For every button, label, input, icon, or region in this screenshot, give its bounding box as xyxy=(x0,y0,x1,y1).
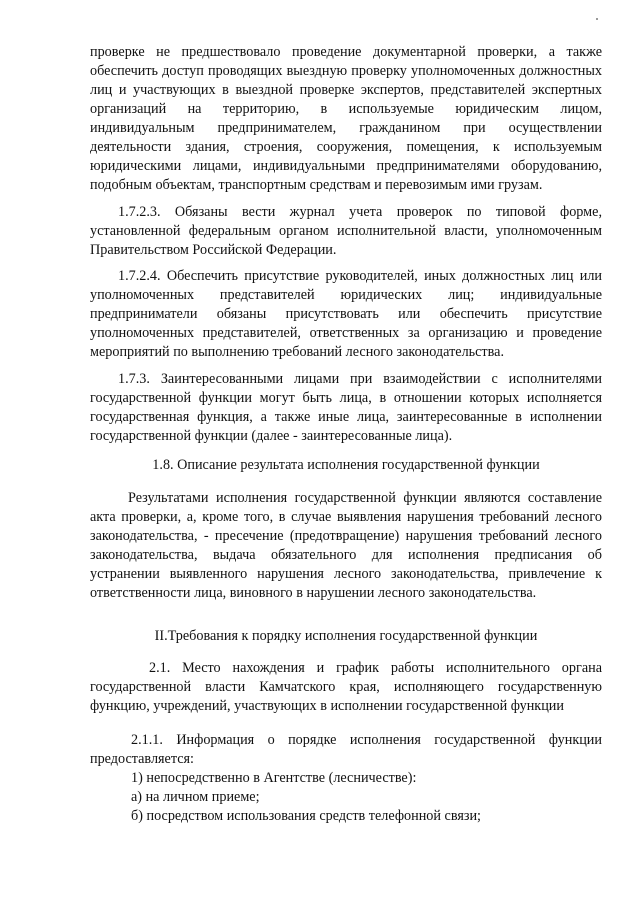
paragraph-1-7-3: 1.7.3. Заинтересованными лицами при взаимодействии с исполнителями государственной функции могут быть лица, в отношении которых исполняется государственная функция, а также иные лица, заинтересованные в исполнении государственной функции (далее - заинтересованные лица). xyxy=(90,371,602,444)
paragraph-2-1: 2.1. Место нахождения и график работы исполнительного органа государственной власти Камчатского края, исполняющего государственную функцию, учреждений, участвующих в исполнении государственной функции xyxy=(90,660,602,714)
chapter-heading-II: II.Требования к порядку исполнения государственной функции xyxy=(154,628,538,644)
paragraph-1-7-2-3: 1.7.2.3. Обязаны вести журнал учета проверок по типовой форме, установленной федеральным органом исполнительной власти, уполномоченным Правительством Российской Федерации. xyxy=(90,204,602,258)
list-item-a: а) на личном приеме; xyxy=(131,789,260,805)
paragraph-2-1-1: 2.1.1. Информация о порядке исполнения государственной функции предоставляется: xyxy=(90,732,602,767)
paragraph-1-7-2-4: 1.7.2.4. Обеспечить присутствие руководителей, иных должностных лиц или уполномоченных представителей юридических лиц; индивидуальные предприниматели обязаны присутствовать или обеспечить присутствие уполномоченных представителей, ответственных за организацию и проведение мероприятий по выполнению требований лесного законодательства. xyxy=(90,268,602,360)
list-item-b: б) посредством использования средств телефонной связи; xyxy=(131,808,482,824)
scan-speck xyxy=(596,18,598,20)
paragraph-1-8: Результатами исполнения государственной функции являются составление акта проверки, а, кроме того, в случае выявления нарушения требований лесного законодательства, - пресечение (предотвращение) нарушения требований лесного законодательства, выдача обязательного для исполнения предписания об устранении выявленного нарушения лесного законодательства, привлечение к ответственности лица, виновного в нарушении лесного законодательства. xyxy=(90,490,602,601)
section-heading-1-8: 1.8. Описание результата исполнения государственной функции xyxy=(152,457,540,473)
list-item-1: 1) непосредственно в Агентстве (лесничестве): xyxy=(131,770,417,786)
paragraph-intro: проверке не предшествовало проведение документарной проверки, а также обеспечить доступ проводящих выездную проверку уполномоченных должностных лиц и участвующих в выездной проверке экспертов, представителей экспертных организаций на территорию, в используемые юридическим лицом, индивидуальным предпринимателем, гражданином при осуществлении деятельности здания, строения, сооружения, помещения, к используемым юридическими лицами, индивидуальными предпринимателями оборудованию, подобным объектам, транспортным средствам и перевозимым ими грузам. xyxy=(90,44,602,193)
